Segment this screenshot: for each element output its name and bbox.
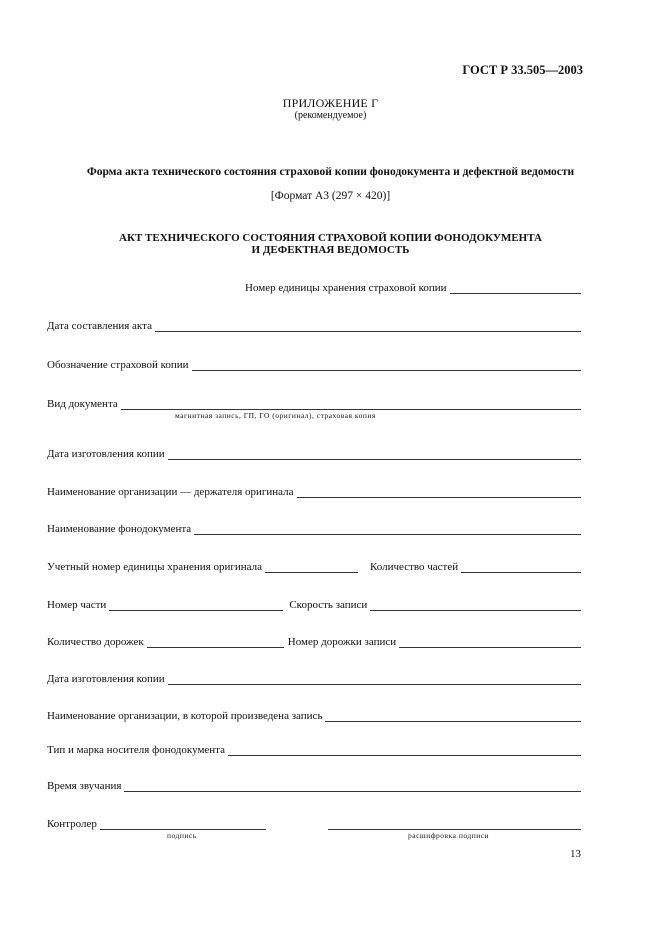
blank-line[interactable]: [297, 487, 581, 498]
blank-line[interactable]: [461, 562, 581, 573]
blank-line[interactable]: [370, 600, 581, 611]
blank-line[interactable]: [121, 399, 581, 410]
act-title-line-1: АКТ ТЕХНИЧЕСКОГО СОСТОЯНИЯ СТРАХОВОЙ КОПИИ ФОНОДОКУМЕНТА: [119, 232, 542, 244]
field-original-account-number: [47, 559, 581, 573]
field-label-parts-count: Количество частей: [369, 561, 459, 573]
blank-line[interactable]: [147, 637, 284, 648]
appendix-subtitle: (рекомендуемое): [294, 110, 367, 121]
field-label: Вид документа: [47, 398, 118, 410]
appendix-title: ПРИЛОЖЕНИЕ Г: [282, 96, 379, 110]
blank-line[interactable]: [155, 321, 581, 332]
field-copy-date-1: [47, 446, 581, 460]
blank-line[interactable]: [399, 637, 581, 648]
field-phonodocument-name: [47, 521, 581, 535]
blank-line[interactable]: [325, 711, 581, 722]
blank-line[interactable]: [168, 449, 581, 460]
decode-hint: расшифровка подписи: [408, 831, 490, 840]
field-holder-org: [47, 484, 581, 498]
form-title: Форма акта технического состояния страховой копии фонодокумента и дефектной ведомости: [86, 166, 575, 178]
field-label: Номер единицы хранения страховой копии: [245, 282, 447, 294]
field-label-track-number: Номер дорожки записи: [287, 636, 397, 648]
field-label: Наименование организации, в которой произведена запись: [47, 710, 323, 722]
field-act-date: [47, 318, 581, 332]
decode-line[interactable]: [328, 819, 581, 830]
field-label: Обозначение страховой копии: [47, 359, 189, 371]
standard-number: ГОСТ Р 33.505—2003: [462, 63, 583, 77]
field-label: Контролер: [47, 818, 97, 830]
field-copy-date-2: [47, 671, 581, 685]
blank-line[interactable]: [194, 524, 581, 535]
field-copy-designation: [47, 357, 581, 371]
field-label: Дата составления акта: [47, 320, 152, 332]
signature-line[interactable]: [100, 819, 266, 830]
field-label: Номер части: [47, 599, 107, 611]
blank-line[interactable]: [228, 745, 581, 756]
act-title: [0, 232, 661, 256]
field-carrier-type: [47, 742, 581, 756]
field-label: Наименование фонодокумента: [47, 523, 192, 535]
act-title-line-2: И ДЕФЕКТНАЯ ВЕДОМОСТЬ: [251, 244, 410, 256]
field-part-number: [47, 597, 581, 611]
blank-line[interactable]: [109, 600, 283, 611]
field-document-type: [47, 396, 581, 410]
blank-line[interactable]: [124, 781, 581, 792]
document-type-hint: магнитная запись, ГП, ГО (оригинал), страховая копия: [175, 411, 376, 420]
field-storage-unit-number: [245, 280, 581, 294]
blank-line[interactable]: [168, 674, 581, 685]
field-label: Дата изготовления копии: [47, 448, 165, 460]
field-label: Время звучания: [47, 780, 122, 792]
page-number: 13: [570, 848, 581, 860]
signature-hint: подпись: [167, 831, 197, 840]
field-label: Количество дорожек: [47, 636, 144, 648]
field-label: Дата изготовления копии: [47, 673, 165, 685]
field-duration: [47, 778, 581, 792]
field-label: Тип и марка носителя фонодокумента: [47, 744, 225, 756]
field-label: Учетный номер единицы хранения оригинала: [47, 561, 262, 573]
field-controller: [47, 816, 581, 830]
format-note: [Формат А3 (297 × 420)]: [270, 190, 391, 202]
field-recording-org: [47, 708, 581, 722]
blank-line[interactable]: [450, 283, 581, 294]
blank-line[interactable]: [192, 360, 581, 371]
field-label: Наименование организации — держателя оригинала: [47, 486, 294, 498]
field-label-recording-speed: Скорость записи: [289, 599, 368, 611]
blank-line[interactable]: [265, 562, 358, 573]
field-tracks-count: [47, 634, 581, 648]
